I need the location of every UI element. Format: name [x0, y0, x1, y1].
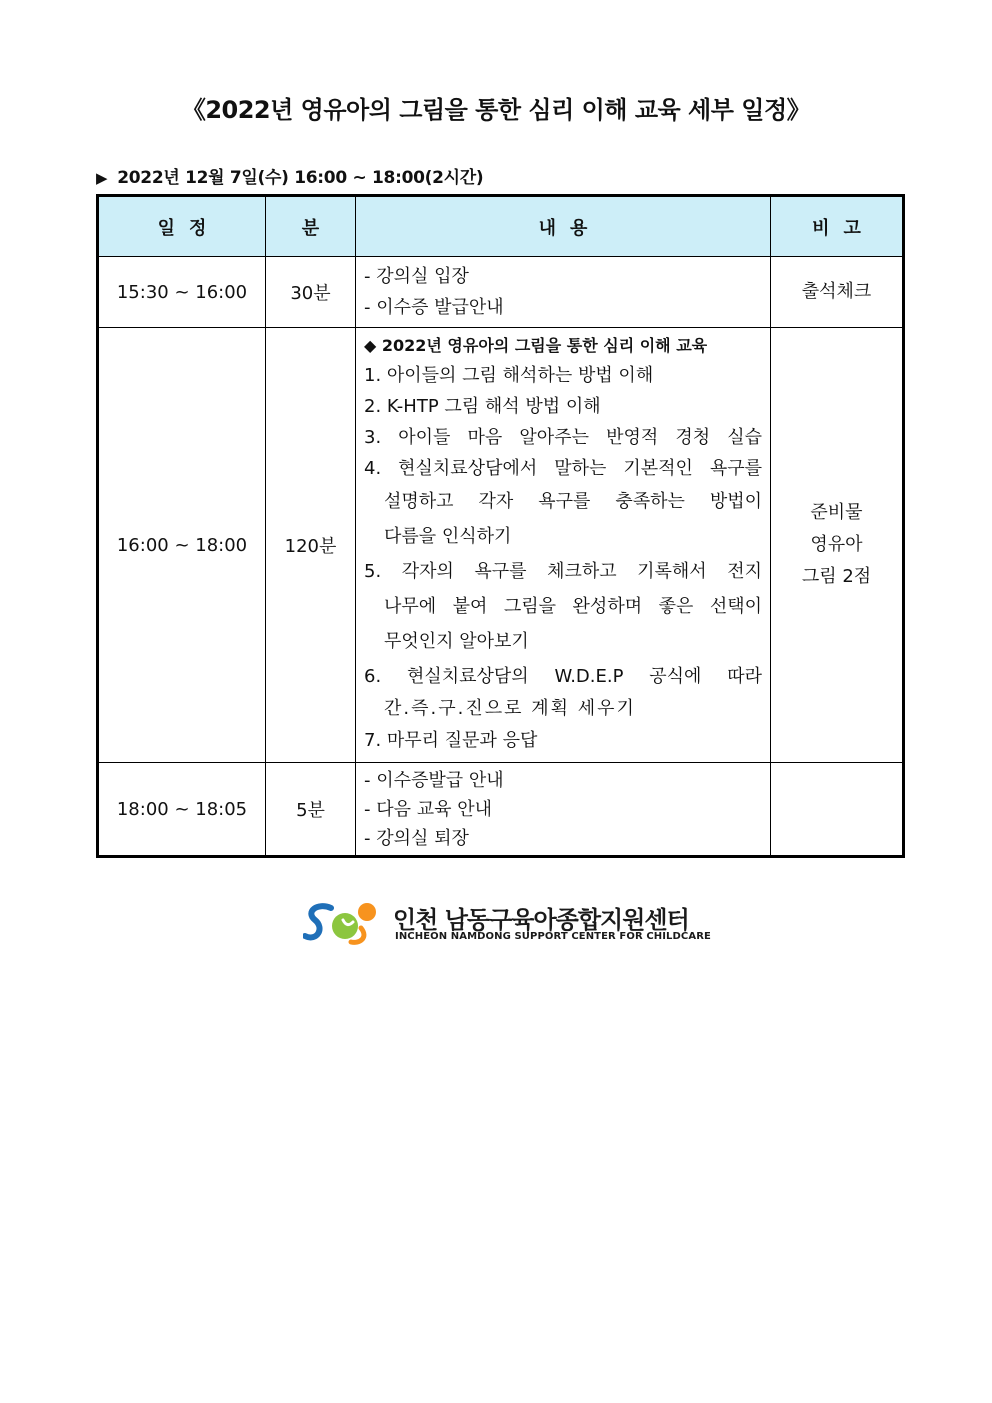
- content-item: 6. 현실치료상담의 W.D.E.P 공식에 따라: [364, 666, 762, 687]
- content-line: - 이수증 발급안내: [364, 297, 504, 318]
- table-row: [98, 763, 904, 857]
- content-item: 다름을 인식하기: [384, 526, 512, 547]
- row-note-empty: [771, 763, 904, 857]
- center-logo: [303, 898, 711, 952]
- table-row: [98, 328, 904, 763]
- note-line: 출석체크: [801, 281, 872, 302]
- content-line: - 다음 교육 안내: [364, 798, 492, 820]
- row-content: [356, 763, 771, 857]
- content-line: - 강의실 퇴장: [364, 827, 469, 849]
- row-time: 16:00 ~ 18:00: [98, 328, 266, 763]
- schedule-date-line: [96, 163, 483, 188]
- content-item: 3. 아이들 마음 알아주는 반영적 경청 실습: [364, 427, 762, 448]
- row-note: [771, 257, 904, 328]
- header-minutes: 분: [266, 196, 356, 257]
- content-item: 7. 마무리 질문과 응답: [364, 730, 538, 751]
- content-item: 5. 각자의 욕구를 체크하고 기록해서 전지: [364, 561, 762, 582]
- row-minutes: 5분: [266, 763, 356, 857]
- content-item: 무엇인지 알아보기: [384, 631, 529, 652]
- content-heading: ◆ 2022년 영유아의 그림을 통한 심리 이해 교육: [364, 336, 708, 355]
- content-item: 1. 아이들의 그림 해석하는 방법 이해: [364, 365, 654, 386]
- row-note: [771, 328, 904, 763]
- header-remarks: 비고: [771, 196, 904, 257]
- center-name-korean: 인천 남동구육아종합지원센터: [393, 906, 689, 934]
- row-content: [356, 257, 771, 328]
- play-marker-icon: ▶: [96, 169, 108, 187]
- content-item: 2. K-HTP 그림 해석 방법 이해: [364, 396, 601, 417]
- content-line: - 강의실 입장: [364, 266, 469, 287]
- childcare-center-logo-icon: [303, 898, 383, 948]
- document-title: 《2022년 영유아의 그림을 통한 심리 이해 교육 세부 일정》: [181, 96, 811, 124]
- note-line: 그림 2점: [801, 566, 872, 587]
- center-name-english: INCHEON NAMDONG SUPPORT CENTER FOR CHILDCARE: [395, 931, 711, 942]
- content-line: - 이수증발급 안내: [364, 769, 504, 791]
- table-row: [98, 257, 904, 328]
- header-content: 내용: [356, 196, 771, 257]
- header-schedule: 일정: [98, 196, 266, 257]
- content-item: 4. 현실치료상담에서 말하는 기본적인 욕구를: [364, 458, 762, 479]
- content-item: 나무에 붙여 그림을 완성하며 좋은 선택이: [384, 596, 762, 617]
- row-time: 15:30 ~ 16:00: [98, 257, 266, 328]
- row-minutes: 30분: [266, 257, 356, 328]
- row-content: [356, 328, 771, 763]
- note-line: 준비물: [810, 502, 863, 523]
- content-item: 설명하고 각자 욕구를 충족하는 방법이: [384, 491, 762, 512]
- schedule-table: [96, 194, 905, 858]
- note-line: 영유아: [810, 534, 863, 555]
- table-header-row: [98, 196, 904, 257]
- row-time: 18:00 ~ 18:05: [98, 763, 266, 857]
- schedule-date-text: 2022년 12월 7일(수) 16:00 ~ 18:00(2시간): [117, 168, 484, 188]
- content-item: 간.즉.구.진으로 계획 세우기: [384, 698, 636, 719]
- row-minutes: 120분: [266, 328, 356, 763]
